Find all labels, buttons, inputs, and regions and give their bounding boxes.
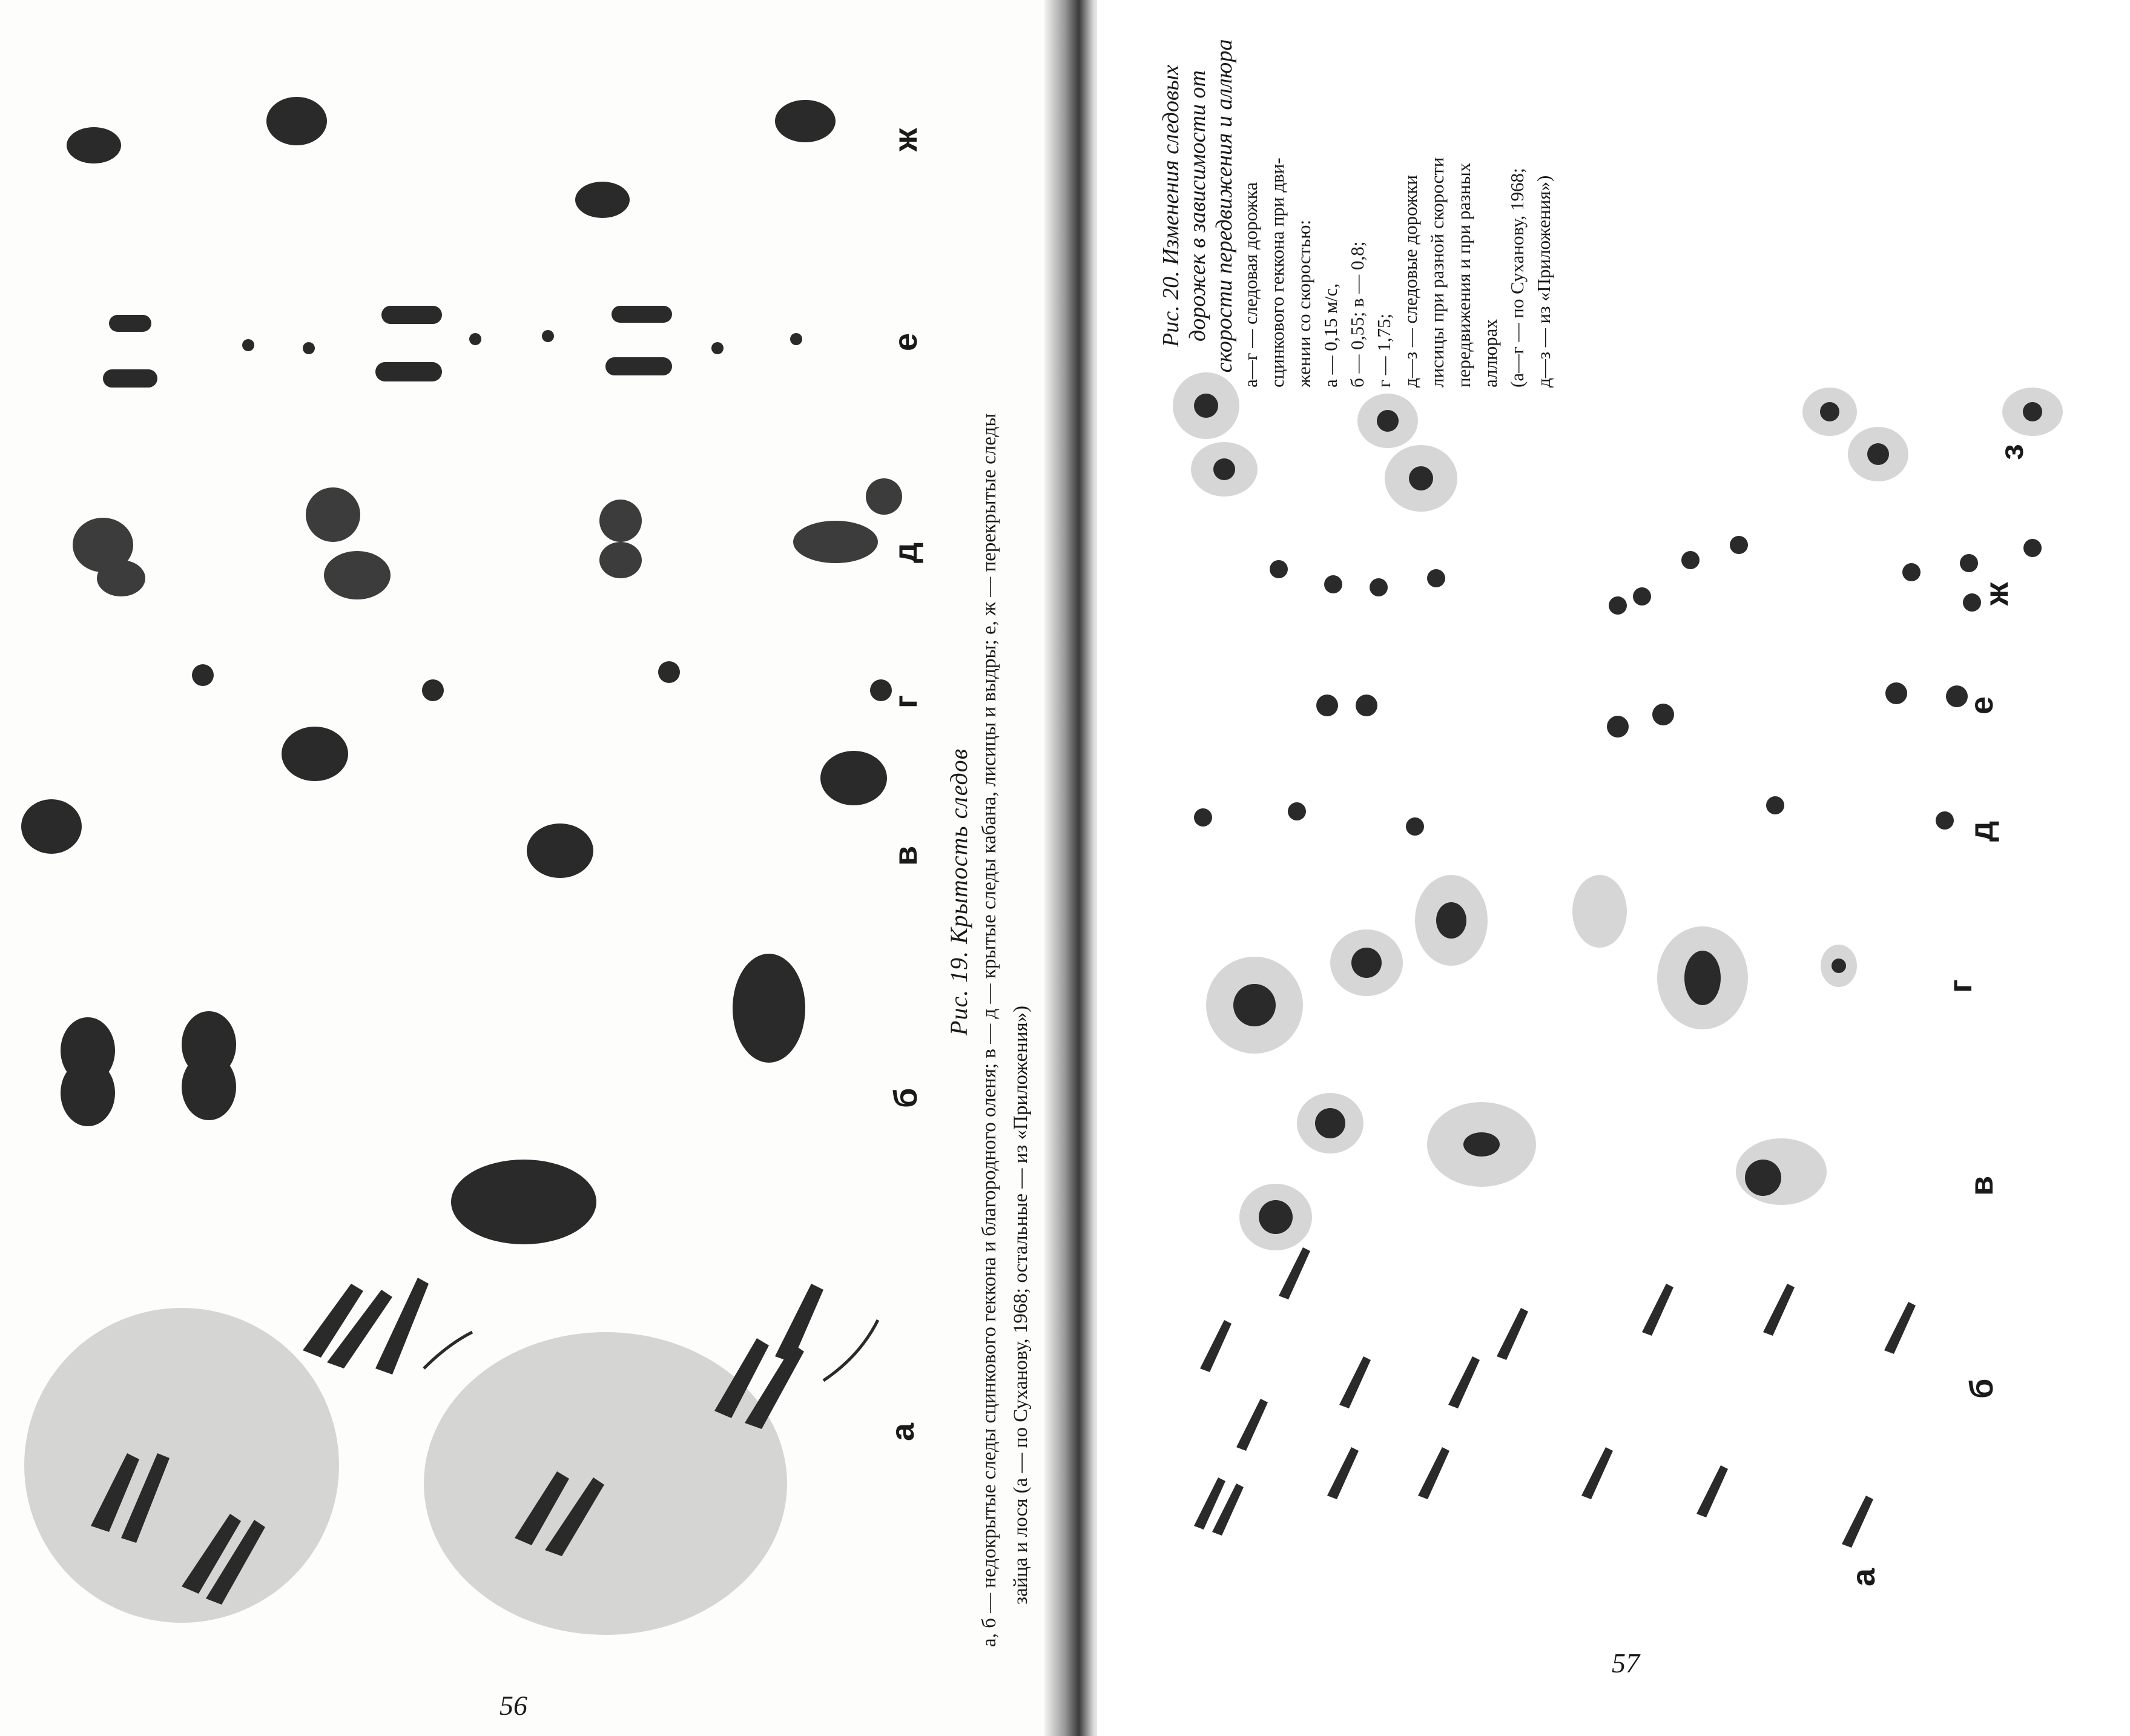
panel-label-b: б xyxy=(888,1087,924,1108)
caption-line: д—з — следовые дорожки xyxy=(1400,175,1421,388)
caption-line: передвижения и при разных xyxy=(1453,162,1474,388)
caption-line: аллюрах xyxy=(1480,319,1501,388)
panel-label-e: е xyxy=(888,332,924,351)
page-number-left: 56 xyxy=(500,1690,527,1721)
page-number-right: 57 xyxy=(1612,1648,1640,1678)
caption-line: жении со скоростью: xyxy=(1293,219,1314,388)
caption-line: б — 0,55; в — 0,8; xyxy=(1347,241,1368,388)
panel-label-b: б xyxy=(1963,1378,2000,1399)
caption-line: сцинкового геккона при дви- xyxy=(1267,157,1288,388)
figure-19-title: Рис. 19. Крытость следов xyxy=(945,748,972,1035)
panel-label-a: а xyxy=(885,1422,921,1441)
panel-label-e: е xyxy=(1963,696,2000,715)
panel-label-v: в xyxy=(1963,1175,2000,1196)
book-gutter xyxy=(1044,0,1102,1736)
elk-tracks-zh xyxy=(67,97,836,218)
panel-label-v: в xyxy=(888,845,924,866)
caption-line: (а—г — по Суханову, 1968; xyxy=(1506,168,1528,388)
fox-tracks-g xyxy=(192,661,892,701)
panel-label-zh: ж xyxy=(1979,582,2015,606)
boar-tracks-v xyxy=(21,727,887,878)
caption-line: г — 1,75; xyxy=(1373,313,1394,388)
hare-tracks-e xyxy=(103,306,802,388)
panel-label-d: д xyxy=(1963,820,2000,842)
panel-label-z: з xyxy=(1994,444,2030,460)
otter-tracks-d xyxy=(73,478,902,599)
gecko-tracks-a xyxy=(24,1278,878,1635)
figure-20-caption xyxy=(1238,24,1557,388)
gecko-trackway-v-g xyxy=(1206,875,1857,1250)
fox-trackways-d-z xyxy=(1173,372,2063,836)
figure-20-title: Рис. 20. Изменения следовых дорожек в зависимости от скорости передвижения и аллюра xyxy=(1158,39,1237,373)
panel-label-g: г xyxy=(888,695,924,708)
panel-label-a: а xyxy=(1845,1568,1882,1586)
gecko-trackway-a-b xyxy=(1194,1247,1916,1548)
figure-19-caption-line2: зайца и лося (а — по Суханову, 1968; остальные — из «Приложения») xyxy=(1010,1005,1032,1605)
caption-line: а—г — следовая дорожка xyxy=(1240,182,1261,388)
panel-label-g: г xyxy=(1942,979,1979,993)
right-page xyxy=(1097,0,2130,1736)
caption-line: а — 0,15 м/с, xyxy=(1320,283,1341,388)
left-page xyxy=(0,0,1057,1736)
figure-19-caption-line1: а, б — недокрытые следы сцинкового геккона и благородного оленя; в — д — крытые следы кабана, лисицы и выдры; е, ж — перекрытые следы xyxy=(978,413,1000,1647)
deer-tracks-b xyxy=(61,954,805,1244)
figure-19-illustration xyxy=(0,0,1057,1736)
caption-line: д—з — из «Приложения») xyxy=(1533,175,1554,388)
caption-line: лисицы при разной скорости xyxy=(1426,157,1448,388)
figure-20-caption-block xyxy=(1158,24,1557,388)
panel-label-d: д xyxy=(888,542,924,563)
panel-label-zh: ж xyxy=(888,128,924,151)
